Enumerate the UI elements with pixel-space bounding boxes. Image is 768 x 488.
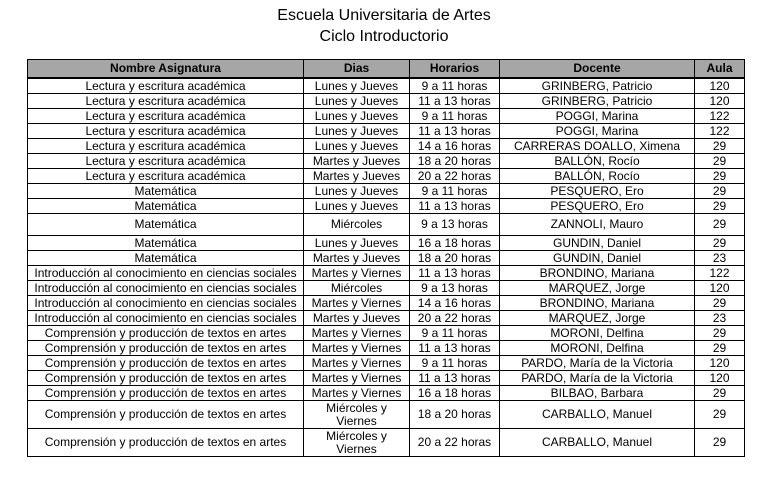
- cell-days: Martes y Viernes: [304, 266, 410, 281]
- cell-subject: Introducción al conocimiento en ciencias sociales: [28, 266, 304, 281]
- cell-teacher: MORONI, Delfina: [500, 326, 695, 341]
- cell-hours: 11 a 13 horas: [410, 266, 500, 281]
- cell-hours: 9 a 13 horas: [410, 281, 500, 296]
- table-row: [28, 266, 745, 281]
- cell-teacher: ZANNOLI, Mauro: [500, 214, 695, 236]
- cell-teacher: PARDO, María de la Victoria: [500, 371, 695, 386]
- cell-room: 120: [695, 281, 745, 296]
- table-row: [28, 356, 745, 371]
- cell-hours: 20 a 22 horas: [410, 169, 500, 184]
- cell-hours: 11 a 13 horas: [410, 94, 500, 109]
- cell-days: Lunes y Jueves: [304, 78, 410, 94]
- table-row: [28, 311, 745, 326]
- table-row: [28, 251, 745, 266]
- cell-teacher: BALLÓN, Rocío: [500, 154, 695, 169]
- cell-teacher: PARDO, María de la Victoria: [500, 356, 695, 371]
- cell-days: Martes y Viernes: [304, 296, 410, 311]
- cell-teacher: MARQUEZ, Jorge: [500, 281, 695, 296]
- cell-subject: Comprensión y producción de textos en artes: [28, 356, 304, 371]
- table-header-row: [28, 60, 745, 79]
- cell-room: 29: [695, 401, 745, 429]
- column-header-hours: Horarios: [410, 60, 500, 79]
- cell-room: 29: [695, 236, 745, 251]
- column-header-days: Dias: [304, 60, 410, 79]
- cell-room: 120: [695, 356, 745, 371]
- cell-room: 29: [695, 169, 745, 184]
- cell-subject: Comprensión y producción de textos en artes: [28, 371, 304, 386]
- cell-days: Lunes y Jueves: [304, 199, 410, 214]
- table-row: [28, 326, 745, 341]
- cell-teacher: GRINBERG, Patricio: [500, 78, 695, 94]
- cell-hours: 16 a 18 horas: [410, 386, 500, 401]
- cell-subject: Introducción al conocimiento en ciencias sociales: [28, 281, 304, 296]
- cell-hours: 9 a 11 horas: [410, 184, 500, 199]
- table-row: [28, 429, 745, 457]
- cell-room: 122: [695, 124, 745, 139]
- table-row: [28, 184, 745, 199]
- cell-days: Miércoles y Viernes: [304, 429, 410, 457]
- cell-days: Miércoles: [304, 281, 410, 296]
- cell-subject: Comprensión y producción de textos en artes: [28, 386, 304, 401]
- cell-room: 29: [695, 199, 745, 214]
- cell-room: 122: [695, 109, 745, 124]
- cell-hours: 11 a 13 horas: [410, 124, 500, 139]
- cell-room: 29: [695, 154, 745, 169]
- cell-hours: 9 a 11 horas: [410, 326, 500, 341]
- cell-days: Lunes y Jueves: [304, 109, 410, 124]
- cell-teacher: POGGI, Marina: [500, 109, 695, 124]
- table-row: [28, 124, 745, 139]
- cell-teacher: CARBALLO, Manuel: [500, 429, 695, 457]
- cell-teacher: BRONDINO, Mariana: [500, 296, 695, 311]
- cell-hours: 11 a 13 horas: [410, 341, 500, 356]
- cell-days: Lunes y Jueves: [304, 236, 410, 251]
- cell-subject: Comprensión y producción de textos en artes: [28, 429, 304, 457]
- cell-room: 23: [695, 251, 745, 266]
- table-row: [28, 199, 745, 214]
- cell-days: Martes y Viernes: [304, 356, 410, 371]
- cell-subject: Comprensión y producción de textos en artes: [28, 341, 304, 356]
- cell-subject: Introducción al conocimiento en ciencias sociales: [28, 296, 304, 311]
- cell-days: Lunes y Jueves: [304, 184, 410, 199]
- cell-days: Martes y Viernes: [304, 341, 410, 356]
- cell-hours: 14 a 16 horas: [410, 296, 500, 311]
- cell-hours: 11 a 13 horas: [410, 371, 500, 386]
- table-row: [28, 139, 745, 154]
- cell-teacher: CARRERAS DOALLO, Ximena: [500, 139, 695, 154]
- column-header-teacher: Docente: [500, 60, 695, 79]
- table-row: [28, 296, 745, 311]
- cell-room: 29: [695, 429, 745, 457]
- cell-hours: 9 a 11 horas: [410, 78, 500, 94]
- cell-subject: Matemática: [28, 251, 304, 266]
- cell-room: 120: [695, 94, 745, 109]
- cell-days: Martes y Viernes: [304, 386, 410, 401]
- cell-subject: Lectura y escritura académica: [28, 78, 304, 94]
- cell-days: Martes y Jueves: [304, 311, 410, 326]
- cell-hours: 14 a 16 horas: [410, 139, 500, 154]
- cell-room: 29: [695, 341, 745, 356]
- cell-days: Martes y Jueves: [304, 154, 410, 169]
- table-row: [28, 154, 745, 169]
- cell-subject: Comprensión y producción de textos en artes: [28, 401, 304, 429]
- table-body: [28, 78, 745, 457]
- table-row: [28, 78, 745, 94]
- cell-hours: 20 a 22 horas: [410, 429, 500, 457]
- page-subtitle: Ciclo Introductorio: [319, 28, 449, 45]
- cell-teacher: GUNDIN, Daniel: [500, 236, 695, 251]
- cell-room: 120: [695, 78, 745, 94]
- cell-room: 29: [695, 184, 745, 199]
- table-row: [28, 281, 745, 296]
- table-row: [28, 386, 745, 401]
- cell-room: 29: [695, 386, 745, 401]
- cell-teacher: MORONI, Delfina: [500, 341, 695, 356]
- cell-subject: Lectura y escritura académica: [28, 124, 304, 139]
- cell-hours: 9 a 11 horas: [410, 109, 500, 124]
- cell-days: Martes y Viernes: [304, 326, 410, 341]
- cell-subject: Lectura y escritura académica: [28, 94, 304, 109]
- table-row: [28, 169, 745, 184]
- column-header-room: Aula: [695, 60, 745, 79]
- cell-days: Miércoles: [304, 214, 410, 236]
- cell-room: 23: [695, 311, 745, 326]
- cell-subject: Matemática: [28, 199, 304, 214]
- table-row: [28, 214, 745, 236]
- page-title: Escuela Universitaria de Artes: [277, 7, 491, 24]
- cell-hours: 11 a 13 horas: [410, 199, 500, 214]
- cell-room: 120: [695, 371, 745, 386]
- schedule-table: [27, 59, 745, 457]
- table-row: [28, 401, 745, 429]
- cell-days: Martes y Jueves: [304, 169, 410, 184]
- cell-teacher: BILBAO, Barbara: [500, 386, 695, 401]
- cell-teacher: POGGI, Marina: [500, 124, 695, 139]
- cell-subject: Comprensión y producción de textos en artes: [28, 326, 304, 341]
- cell-hours: 18 a 20 horas: [410, 251, 500, 266]
- cell-subject: Matemática: [28, 184, 304, 199]
- table-row: [28, 109, 745, 124]
- cell-hours: 9 a 11 horas: [410, 356, 500, 371]
- cell-teacher: GUNDIN, Daniel: [500, 251, 695, 266]
- cell-subject: Matemática: [28, 214, 304, 236]
- cell-subject: Lectura y escritura académica: [28, 154, 304, 169]
- cell-teacher: MARQUEZ, Jorge: [500, 311, 695, 326]
- cell-subject: Introducción al conocimiento en ciencias sociales: [28, 311, 304, 326]
- cell-room: 122: [695, 266, 745, 281]
- cell-days: Lunes y Jueves: [304, 139, 410, 154]
- cell-days: Lunes y Jueves: [304, 94, 410, 109]
- cell-teacher: BRONDINO, Mariana: [500, 266, 695, 281]
- cell-subject: Lectura y escritura académica: [28, 139, 304, 154]
- table-row: [28, 371, 745, 386]
- cell-teacher: GRINBERG, Patricio: [500, 94, 695, 109]
- table-row: [28, 94, 745, 109]
- cell-days: Martes y Jueves: [304, 251, 410, 266]
- cell-days: Lunes y Jueves: [304, 124, 410, 139]
- cell-teacher: PESQUERO, Ero: [500, 199, 695, 214]
- cell-hours: 20 a 22 horas: [410, 311, 500, 326]
- cell-subject: Matemática: [28, 236, 304, 251]
- cell-days: Miércoles y Viernes: [304, 401, 410, 429]
- cell-subject: Lectura y escritura académica: [28, 109, 304, 124]
- cell-hours: 16 a 18 horas: [410, 236, 500, 251]
- cell-room: 29: [695, 326, 745, 341]
- cell-hours: 18 a 20 horas: [410, 154, 500, 169]
- cell-days: Martes y Viernes: [304, 371, 410, 386]
- cell-teacher: BALLÓN, Rocío: [500, 169, 695, 184]
- cell-room: 29: [695, 139, 745, 154]
- column-header-subject: Nombre Asignatura: [28, 60, 304, 79]
- cell-hours: 9 a 13 horas: [410, 214, 500, 236]
- cell-teacher: CARBALLO, Manuel: [500, 401, 695, 429]
- cell-hours: 18 a 20 horas: [410, 401, 500, 429]
- cell-teacher: PESQUERO, Ero: [500, 184, 695, 199]
- document-header: [0, 5, 768, 47]
- table-row: [28, 341, 745, 356]
- cell-room: 29: [695, 214, 745, 236]
- table-row: [28, 236, 745, 251]
- cell-room: 29: [695, 296, 745, 311]
- cell-subject: Lectura y escritura académica: [28, 169, 304, 184]
